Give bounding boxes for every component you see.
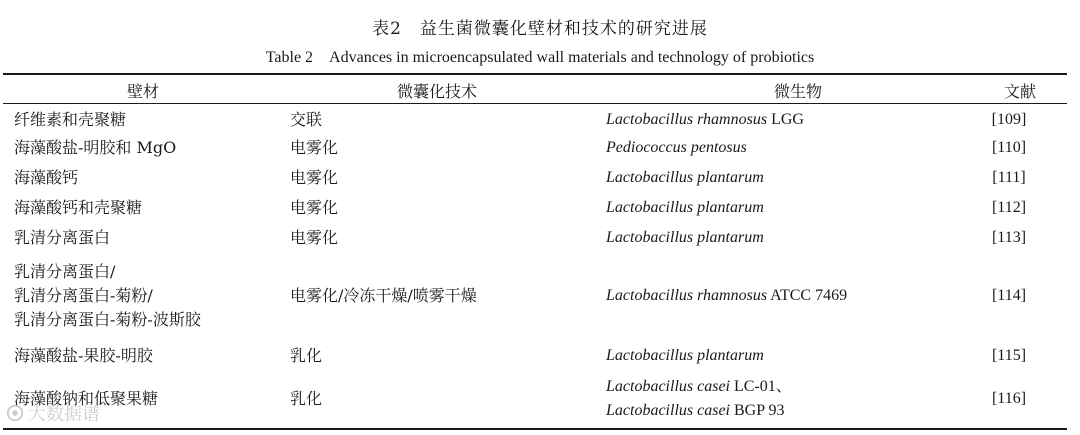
organism-cell — [606, 254, 976, 338]
wall-material-line: 乳清分离蛋白 — [14, 228, 111, 247]
technique-cell: 乳化 — [290, 389, 323, 408]
reference-cell: [114] — [991, 287, 1027, 304]
organism-cell — [606, 193, 976, 223]
organism-line — [606, 226, 976, 250]
wall-material-line: 海藻酸钙和壳聚糖 — [14, 198, 143, 217]
species-name: Lactobacillus plantarum — [606, 229, 764, 246]
technique-cell: 电雾化 — [290, 198, 339, 217]
table-row — [0, 254, 1080, 338]
species-name: Lactobacillus casei — [606, 402, 730, 419]
table-row — [0, 106, 1080, 133]
reference-cell: [109] — [991, 110, 1027, 128]
organism-cell — [606, 106, 976, 133]
species-name: Lactobacillus rhamnosus — [606, 287, 768, 304]
reference-cell: [116] — [991, 390, 1027, 407]
wall-material-cell — [14, 133, 284, 163]
technique-cell: 电雾化/冷冻干燥/喷雾干燥 — [290, 286, 477, 305]
table-row — [0, 193, 1080, 223]
wall-material-line: 海藻酸钠和低聚果糖 — [14, 389, 159, 408]
watermark-logo-icon — [6, 404, 24, 422]
watermark — [6, 400, 100, 426]
strain-id: LGG — [767, 110, 804, 128]
wall-material-cell — [14, 106, 284, 133]
organism-line — [606, 166, 976, 190]
organism-line — [606, 136, 976, 160]
table-row — [0, 133, 1080, 163]
reference-cell: [111] — [992, 169, 1026, 186]
organism-cell — [606, 372, 976, 426]
wall-material-line: 海藻酸钙 — [14, 168, 79, 187]
organism-line — [606, 108, 976, 132]
caption-cn: 表2 益生菌微囊化壁材和技术的研究进展 — [372, 19, 708, 39]
technique-cell: 乳化 — [290, 346, 323, 365]
strain-id: BGP 93 — [729, 402, 785, 419]
table-row — [0, 163, 1080, 193]
reference-cell: [115] — [991, 347, 1027, 364]
species-name: Lactobacillus plantarum — [606, 199, 764, 216]
bottom-rule — [3, 428, 1067, 430]
reference-cell: [112] — [991, 199, 1027, 216]
organism-line — [606, 344, 976, 368]
wall-material-line: 海藻酸盐-明胶和 MgO — [14, 138, 177, 157]
organism-line — [606, 399, 976, 423]
technique-cell: 交联 — [290, 109, 323, 129]
wall-material-cell — [14, 340, 284, 372]
wall-material-line: 乳清分离蛋白/ — [14, 262, 116, 281]
wall-material-line: 纤维素和壳聚糖 — [14, 109, 127, 129]
wall-material-cell — [14, 223, 284, 253]
table-row — [0, 372, 1080, 426]
reference-cell: [110] — [991, 139, 1027, 156]
species-name: Lactobacillus casei — [606, 378, 730, 395]
watermark-text: 大数据谱 — [28, 404, 100, 425]
organism-cell — [606, 340, 976, 372]
organism-cell — [606, 223, 976, 253]
strain-id: LC-01、 — [729, 378, 792, 395]
wall-material-line: 乳清分离蛋白-菊粉-波斯胶 — [14, 310, 201, 329]
organism-cell — [606, 163, 976, 193]
species-name: Lactobacillus rhamnosus — [606, 110, 768, 128]
header-rule — [3, 103, 1067, 104]
wall-material-line: 海藻酸盐-果胶-明胶 — [14, 346, 153, 365]
header-wall: 壁材 — [126, 82, 159, 101]
technique-cell: 电雾化 — [290, 138, 339, 157]
organism-line — [606, 196, 976, 220]
table-row — [0, 340, 1080, 372]
reference-cell: [113] — [991, 229, 1027, 246]
wall-material-cell — [14, 163, 284, 193]
technique-cell: 电雾化 — [290, 168, 339, 187]
species-name: Lactobacillus plantarum — [606, 169, 764, 186]
technique-cell: 电雾化 — [290, 228, 339, 247]
header-organism: 微生物 — [773, 82, 822, 101]
organism-cell — [606, 133, 976, 163]
organism-line — [606, 284, 976, 308]
wall-material-cell — [14, 193, 284, 223]
strain-id: ATCC 7469 — [767, 287, 848, 304]
table-row — [0, 223, 1080, 253]
header-reference: 文献 — [1003, 82, 1036, 101]
top-rule — [3, 73, 1067, 75]
header-technique: 微囊化技术 — [396, 82, 477, 101]
wall-material-line: 乳清分离蛋白-菊粉/ — [14, 286, 153, 305]
species-name: Pediococcus pentosus — [606, 139, 747, 156]
wall-material-cell — [14, 254, 284, 338]
caption-en: Table 2 Advances in microencapsulated wall materials and technology of probiotics — [265, 49, 815, 66]
species-name: Lactobacillus plantarum — [606, 347, 764, 364]
organism-line — [606, 375, 976, 399]
